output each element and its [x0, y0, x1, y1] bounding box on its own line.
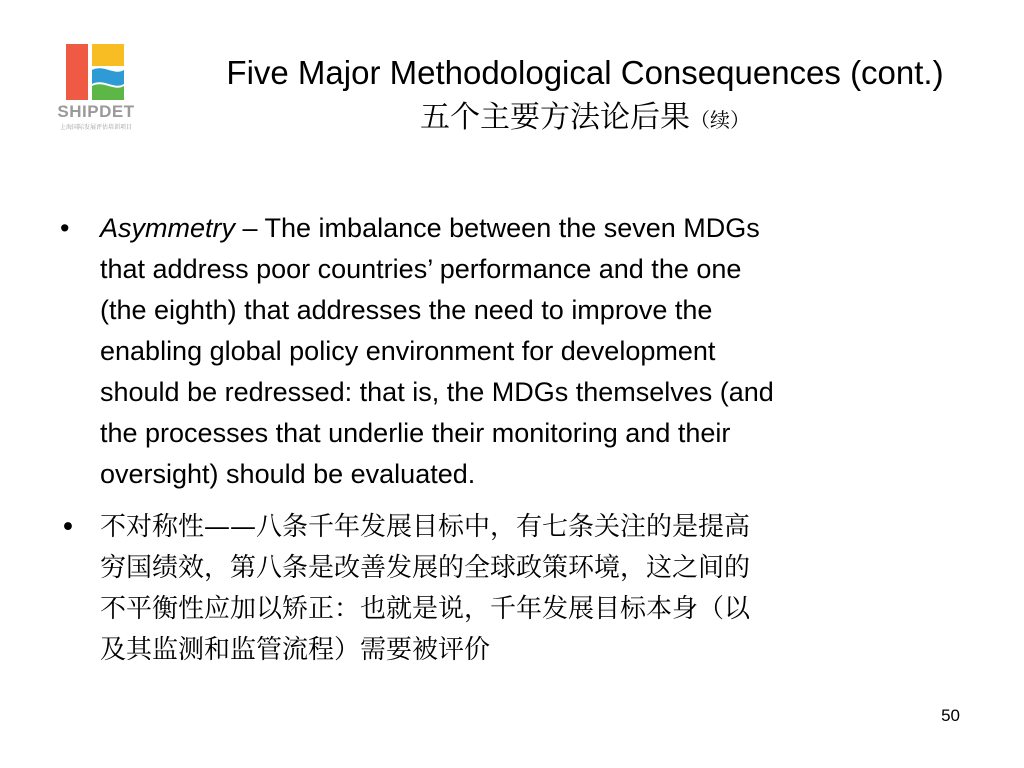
- bullet-list: [60, 208, 960, 671]
- shipdet-logo: [52, 42, 140, 134]
- bullet-line: the processes that underlie their monitoring and their: [100, 418, 731, 448]
- page-number: 50: [941, 706, 960, 725]
- bullet-line: (the eighth) that addresses the need to improve the: [100, 295, 713, 325]
- bullet-line: should be redressed: that is, the MDGs themselves (and: [100, 377, 774, 407]
- subtitle-main: 五个主要方法论后果: [420, 100, 690, 135]
- logo-red-block: [66, 44, 88, 100]
- logo-green-wave: [92, 84, 124, 100]
- bullet-line-text: – The imbalance between the seven MDGs: [235, 213, 760, 243]
- bullet-line: 不平衡性应加以矫正：也就是说，千年发展目标本身（以: [100, 594, 751, 624]
- logo-blue-wave: [92, 68, 124, 85]
- bullet-item-chinese: [60, 507, 960, 671]
- bullet-marker: •: [60, 512, 76, 543]
- bullet-line: that address poor countries’ performance and the one: [100, 254, 742, 284]
- bullet-text-chinese: [100, 507, 960, 671]
- bullet-marker: •: [60, 213, 70, 243]
- subtitle-suffix: （续）: [690, 108, 750, 132]
- bullet-line: [100, 208, 960, 249]
- logo-wordmark: SHIPDET: [57, 102, 135, 121]
- bullet-line: oversight) should be evaluated.: [100, 459, 476, 489]
- slide-subtitle-chinese: [150, 98, 1020, 140]
- bullet-line: 穷国绩效，第八条是改善发展的全球政策环境，这之间的: [100, 553, 751, 583]
- logo-subtitle: 上海国际发展评估培训项目: [59, 124, 132, 131]
- bullet-line: 及其监测和监管流程）需要被评价: [100, 635, 491, 665]
- logo-mark-icon: [52, 42, 140, 102]
- slide-title: Five Major Methodological Consequences (cont.): [226, 54, 944, 91]
- bullet-term: Asymmetry: [100, 213, 235, 243]
- bullet-line: enabling global policy environment for development: [100, 336, 716, 366]
- bullet-text-english: [100, 208, 960, 495]
- logo-yellow-block: [92, 44, 124, 66]
- bullet-line: 不对称性——八条千年发展目标中，有七条关注的是提高: [100, 512, 751, 542]
- bullet-item-english: [60, 208, 960, 495]
